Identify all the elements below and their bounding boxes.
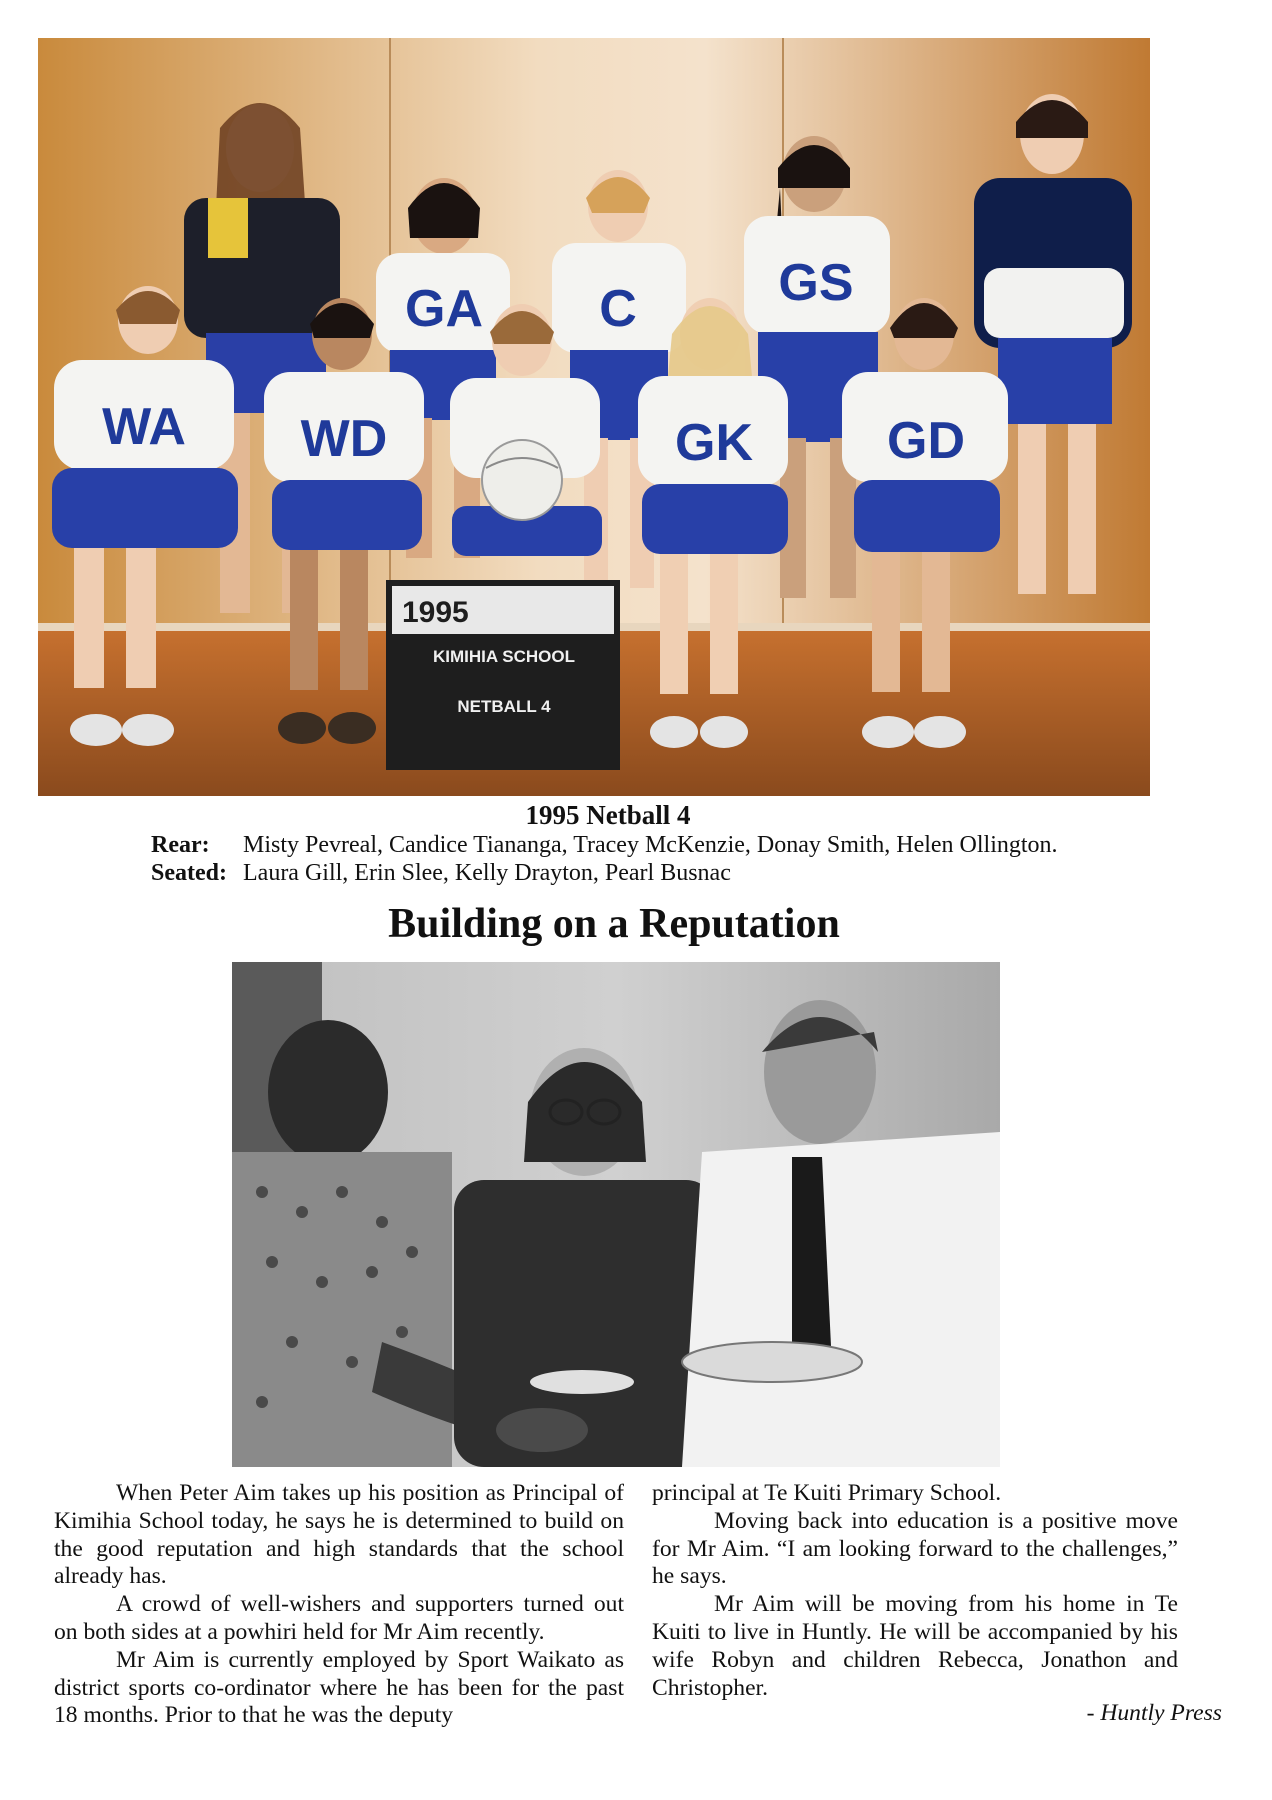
bib-gk: GK [675, 414, 753, 472]
sign-school: KIMIHIA SCHOOL [433, 647, 575, 666]
article-paragraph: When Peter Aim takes up his position as Principal of Kimihia School today, he says he is determined to build on the good reputation and high standards that the school already has. [54, 1480, 624, 1590]
bib-gd: GD [887, 412, 965, 470]
bib-ga: GA [405, 280, 483, 338]
caption-rear [151, 832, 1058, 859]
article-paragraph: Mr Aim will be moving from his home in Te Kuiti to live in Huntly. He will be accompanied by his wife Robyn and children Rebecca, Jonathon and Christopher. [652, 1591, 1178, 1701]
caption-seated [151, 860, 731, 887]
article-column-2 [652, 1480, 1178, 1702]
bib-gs: GS [778, 254, 854, 312]
team-sign [386, 580, 620, 770]
team-photo [38, 38, 1150, 796]
article-paragraph: principal at Te Kuiti Primary School. [652, 1480, 1002, 1506]
article-paragraph: A crowd of well-wishers and supporters turned out on both sides at a powhiri held for Mr Aim recently. [54, 1591, 624, 1645]
article-headline: Building on a Reputation [388, 901, 840, 947]
bib-wd: WD [300, 410, 388, 468]
photo-caption-title: 1995 Netball 4 [525, 800, 691, 830]
article-paragraph: Moving back into education is a positive move for Mr Aim. “I am looking forward to the challenges,” he says. [652, 1507, 1178, 1590]
caption-rear-label: Rear: [151, 832, 210, 858]
bib-c: C [599, 280, 637, 338]
caption-seated-label: Seated: [151, 860, 227, 886]
caption-seated-names: Laura Gill, Erin Slee, Kelly Drayton, Pearl Busnac [243, 860, 731, 886]
caption-rear-names: Misty Pevreal, Candice Tiananga, Tracey McKenzie, Donay Smith, Helen Ollington. [243, 832, 1058, 858]
bib-wa: WA [102, 398, 186, 456]
sign-team: NETBALL 4 [457, 697, 551, 716]
article-credit: - Huntly Press [1086, 1700, 1222, 1726]
article-column-1 [54, 1480, 624, 1730]
newspaper-photo [232, 962, 1000, 1467]
article-paragraph: Mr Aim is currently employed by Sport Waikato as district sports co-ordinator where he has been for the past 18 months. Prior to that he was the deputy [54, 1646, 624, 1729]
sign-year: 1995 [402, 596, 469, 629]
